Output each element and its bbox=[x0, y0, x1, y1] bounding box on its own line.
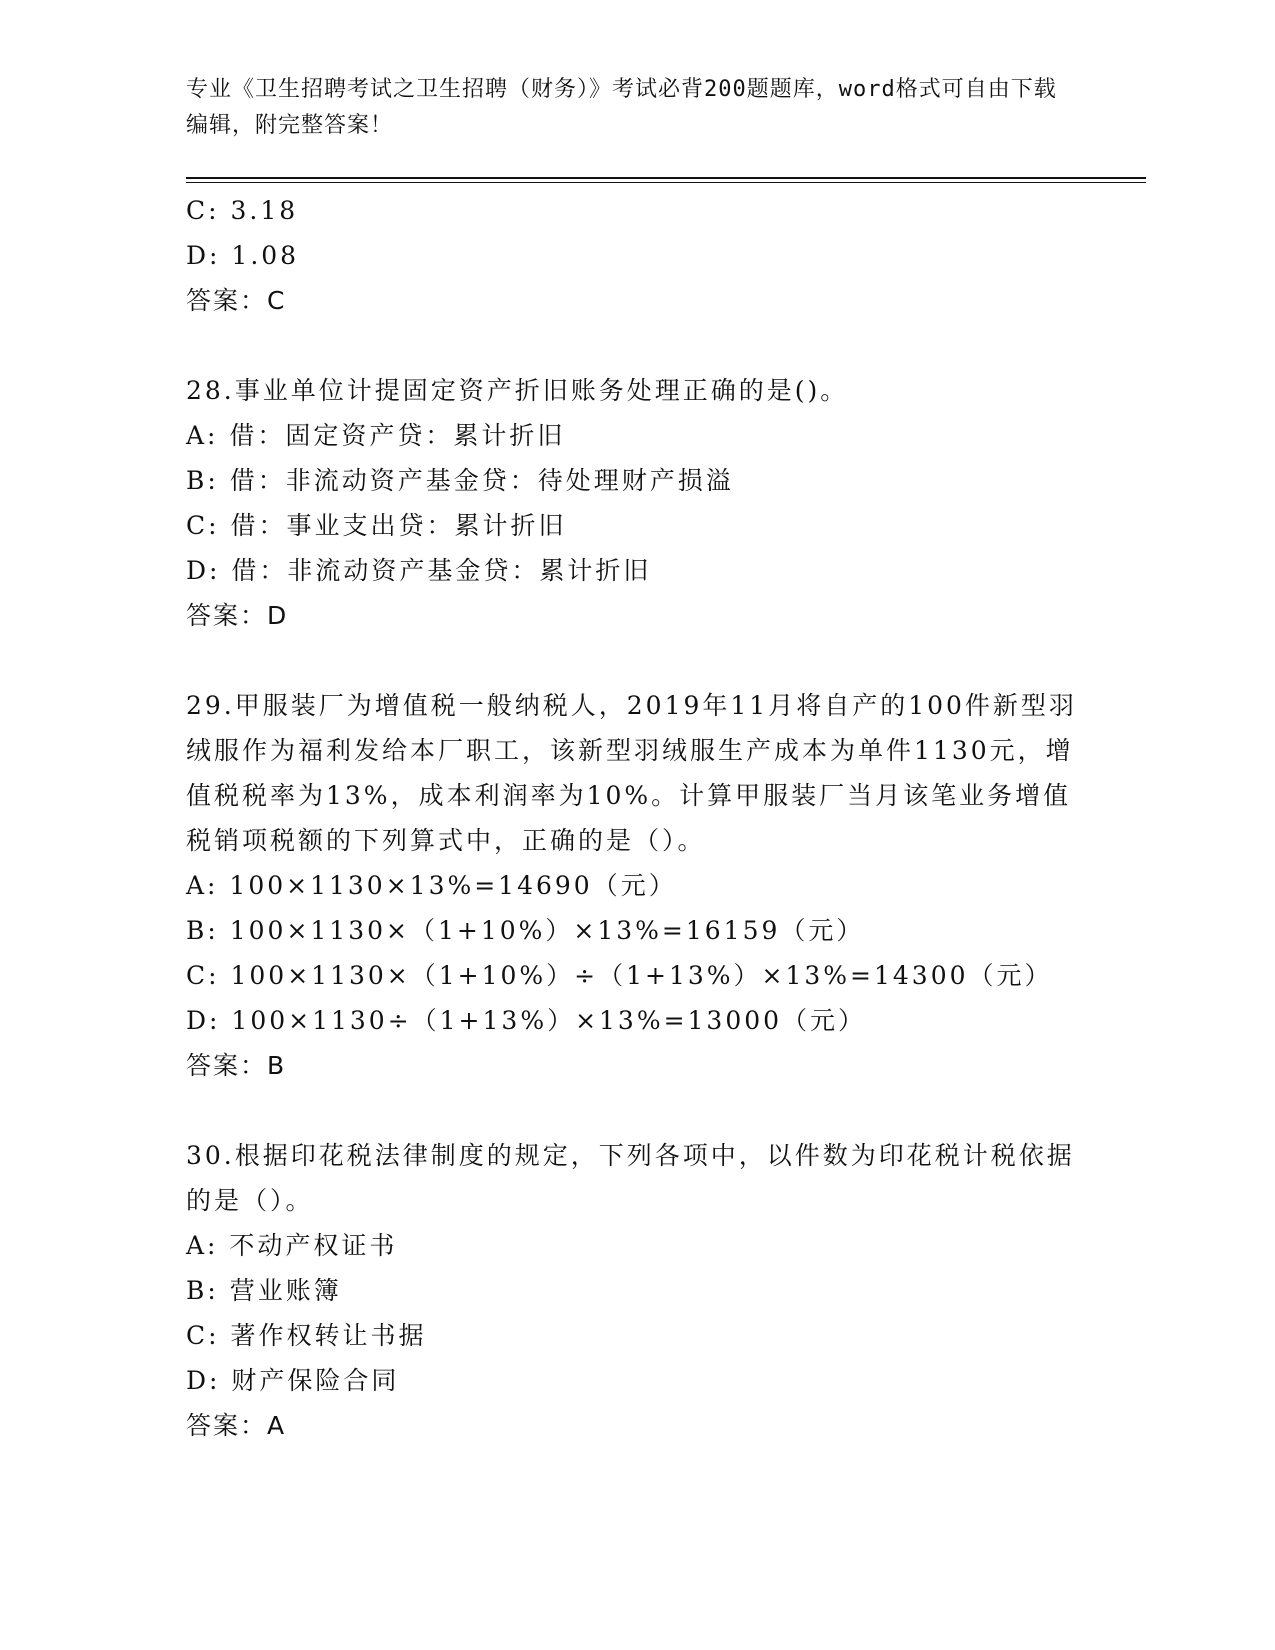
question-29 bbox=[186, 683, 1086, 1088]
answer: 答案：D bbox=[186, 601, 289, 630]
option-c: C: 著作权转让书据 bbox=[186, 1321, 427, 1350]
option-d: D: 财产保险合同 bbox=[186, 1366, 400, 1395]
question-28 bbox=[186, 368, 1086, 638]
option-a: A: 100×1130×13%=14690（元） bbox=[186, 871, 677, 900]
document-header: 专业《卫生招聘考试之卫生招聘（财务）》考试必背200题题库，word格式可自由下载编辑，附完整答案！ bbox=[186, 77, 1057, 138]
question-stem: 30.根据印花税法律制度的规定，下列各项中，以件数为印花税计税依据的是（）。 bbox=[186, 1141, 1075, 1215]
option-b: B: 营业账簿 bbox=[186, 1276, 342, 1305]
answer: 答案：B bbox=[186, 1051, 287, 1080]
option-a: A: 借：固定资产贷：累计折旧 bbox=[186, 421, 566, 450]
answer: 答案：A bbox=[186, 1411, 287, 1440]
option-c: C: 100×1130×（1+10%）÷（1+13%）×13%=14300（元） bbox=[186, 961, 1053, 990]
question-stem: 28.事业单位计提固定资产折旧账务处理正确的是()。 bbox=[186, 376, 849, 405]
question-30 bbox=[186, 1133, 1086, 1448]
option-d: D: 借：非流动资产基金贷：累计折旧 bbox=[186, 556, 652, 585]
option-b: B: 100×1130×（1+10%）×13%=16159（元） bbox=[186, 916, 865, 945]
option-a: A: 不动产权证书 bbox=[186, 1231, 398, 1260]
header-rule-thin bbox=[186, 182, 1146, 183]
prev-option-c: C: 3.18 bbox=[186, 196, 299, 225]
option-c: C: 借：事业支出贷：累计折旧 bbox=[186, 511, 567, 540]
header-rule-thick bbox=[186, 177, 1146, 179]
question-stem: 29.甲服装厂为增值税一般纳税人，2019年11月将自产的100件新型羽绒服作为福利发给本厂职工，该新型羽绒服生产成本为单件1130元，增值税税率为13%，成本利润率为10%。计算甲服装厂当月该笔业务增值税销项税额的下列算式中，正确的是（）。 bbox=[186, 691, 1077, 855]
prev-answer: 答案：C bbox=[186, 286, 287, 315]
option-b: B: 借：非流动资产基金贷：待处理财产损溢 bbox=[186, 466, 734, 495]
question-list bbox=[186, 188, 1086, 1448]
option-d: D: 100×1130÷（1+13%）×13%=13000（元） bbox=[186, 1006, 867, 1035]
prev-option-d: D: 1.08 bbox=[186, 241, 300, 270]
